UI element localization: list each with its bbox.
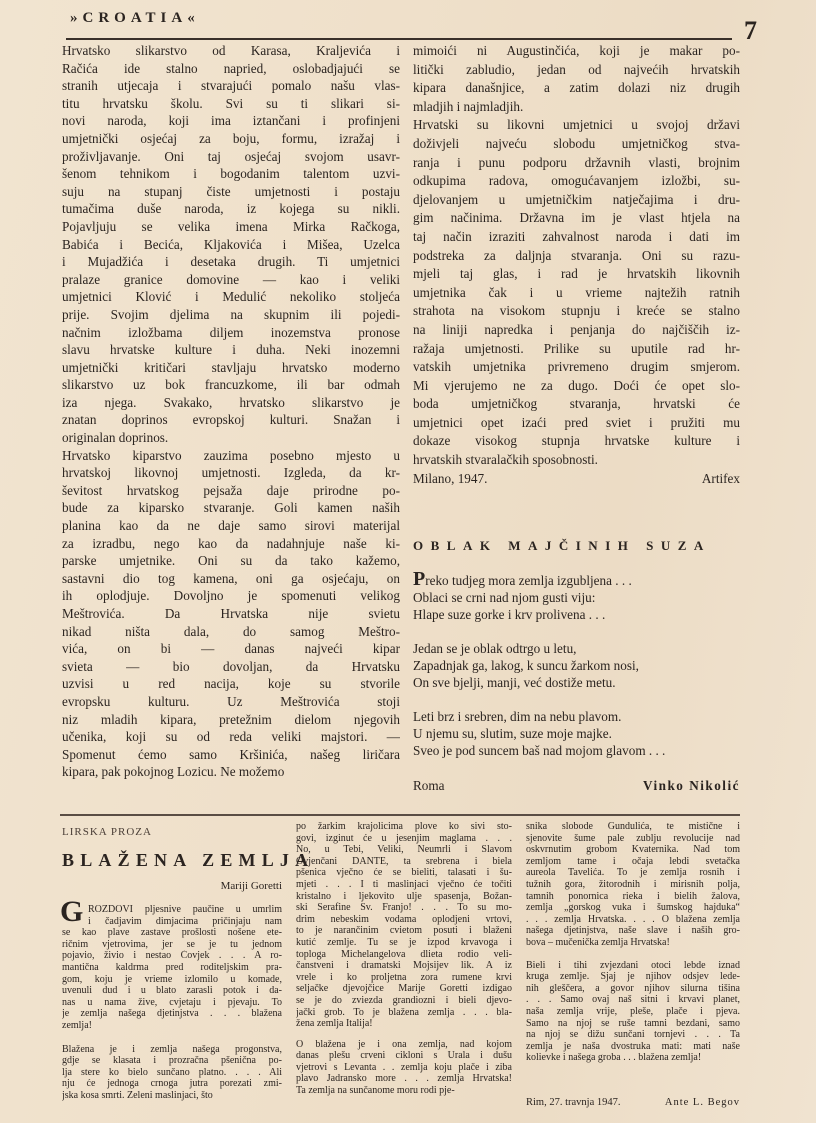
text-line: se je do zviezda grandiozni i bieli djevo- bbox=[296, 994, 512, 1006]
text-line: umjetnički kritičari stavljaju hrvatsko moderno bbox=[62, 359, 400, 375]
text-line: slavu hrvatske kulture i duha. Neki inozemni bbox=[62, 342, 400, 358]
text-line: umjetnički osjećaj za boju, formu, izražaj i bbox=[62, 130, 400, 146]
text-line: uzvisi u red nacija, koje su stvorile bbox=[62, 676, 400, 692]
poem-line: Sveo je pod suncem baš nad mojom glavom . . . bbox=[413, 743, 666, 758]
text-line: Hrvatsko kiparstvo zauzima posebno mjesto u bbox=[62, 447, 400, 463]
paragraph bbox=[62, 447, 400, 781]
text-line: nas u nama žive, cvjetaju i pjevaju. To bbox=[62, 996, 282, 1008]
paragraph bbox=[296, 1039, 512, 1097]
text-line: seljačke djevojčice Marije Goretti izdigao bbox=[296, 983, 512, 995]
text-line: tužnih gora, žitorodnih i mirisnih polja, bbox=[526, 878, 740, 890]
text-line: Račića ide stalno napried, oslobadjajući se bbox=[62, 60, 400, 76]
text-line: evropsku kulturu. Uz Meštrovića stoji bbox=[62, 693, 400, 709]
text-line: danas plešu crveni cikloni s Urala i dušu bbox=[296, 1050, 512, 1062]
poem-line: On sve bjelji, manji, već dostiže metu. bbox=[413, 675, 616, 690]
text-line: hrvatskoj likovnoj umjetnosti. Izgleda, da kr- bbox=[62, 465, 400, 481]
article-author: Artifex bbox=[701, 471, 740, 486]
text-line: je zemlja našega djetinjstva . . . blažena bbox=[62, 1008, 282, 1020]
text-line: vića, on bi — danas najveći kipar bbox=[62, 641, 400, 657]
text-line: se kao plave zastave prošlosti nošene ete- bbox=[62, 927, 282, 939]
text-line: nih gleščera, a govor njihov silurna tišina bbox=[526, 982, 740, 994]
poem-place: Roma bbox=[413, 778, 445, 793]
prose-title: BLAŽENA ZEMLJA bbox=[62, 850, 315, 870]
text-line: aureola Tavelića. To je zemlja rosnih i bbox=[526, 867, 740, 879]
text-line: sjenovite šume pale zublju revolucije nad bbox=[526, 832, 740, 844]
text-line: Ta zemlja na sunčanome moru rodi pje- bbox=[296, 1085, 455, 1097]
text-line: doživjeli najveću slobodu umjetničkog stva- bbox=[413, 135, 740, 151]
text-line: vjetrovi s Levanta . . zemlja koju plače i ziba bbox=[296, 1061, 512, 1073]
text-line: po žarkim krajolicima plove ko sivi sto- bbox=[296, 821, 512, 832]
prose-author: Ante L. Begov bbox=[664, 1097, 740, 1108]
text-line: novi naroda, koji ima iztančani i profinjeni bbox=[62, 113, 400, 129]
text-line: proživljavanje. Oni taj osjećaj svojom usavr- bbox=[62, 148, 400, 164]
text-line: originalan doprinos. bbox=[62, 430, 169, 446]
text-line: zemlja „gorskog vuka i šumskog hajduka“ bbox=[526, 902, 740, 914]
text-line: mjeti . . . I ti maslinjaci vječno će točiti bbox=[296, 878, 512, 890]
text-line: to je narančinim cvietom posuti i blaženi bbox=[296, 925, 512, 937]
text-line: taj način izraziti zahvalnost naroda i dati im bbox=[413, 228, 740, 244]
poem-title: OBLAK MAJČINIH SUZA bbox=[413, 538, 711, 553]
text-line: kipara današnjice, a zatim dolazi niz drugih bbox=[413, 80, 740, 96]
text-line: načnim izložbama diljem inozemstva pronose bbox=[62, 324, 400, 340]
text-line: Ovjenčani DANTE, ta srebrena i biela bbox=[296, 855, 512, 867]
paragraph bbox=[526, 960, 740, 1064]
text-line: ranja i punu podporu državnih vlasti, brojnim bbox=[413, 154, 740, 170]
prose-column-1 bbox=[62, 904, 282, 1102]
text-line: zemlja! bbox=[62, 1019, 92, 1031]
text-line: lja stere ko bielo sunčano platno. . . . Ali bbox=[62, 1066, 282, 1078]
text-line: ražaja umjetnosti. Prilike su uputile rad hr- bbox=[413, 340, 740, 356]
text-line: mantična kaldrma pred roditeljskim pra- bbox=[62, 961, 282, 973]
prose-signature bbox=[526, 1097, 740, 1108]
text-line: bova – mučenička zemlja Hrvatska! bbox=[526, 936, 670, 948]
text-line: naša zemlja vrije, pleše, plače i pjeva. bbox=[526, 1005, 740, 1017]
text-line: boda umjetničkog stvaranja, hrvatski će bbox=[413, 396, 740, 412]
text-line: djelovanjem u umjetničkim natječajima i dru- bbox=[413, 191, 740, 207]
poem-signature bbox=[413, 778, 740, 794]
text-line: Babića i Becića, Kljakovića i Mišea, Uzelca bbox=[62, 236, 400, 252]
text-line: Blažena je i zemlja našega progonstva, bbox=[62, 1043, 282, 1055]
text-line: svieta — bio dovoljan, da Hrvatsku bbox=[62, 658, 400, 674]
text-line: šenom tehnikom i bogodanim talentom uzvi- bbox=[62, 166, 400, 182]
text-line: . . . Samo ovaj naš sitni i krvavi planet, bbox=[526, 994, 740, 1006]
text-line: gom, koju je vrieme izlomilo u komade, bbox=[62, 973, 282, 985]
poem-stanza bbox=[413, 568, 665, 623]
page-number: 7 bbox=[744, 16, 757, 45]
text-line: stranih utjecaja i stvarajući pomalo našu vlas- bbox=[62, 78, 400, 94]
text-line: znatan doprinos evropskoj kulturi. Snažan i bbox=[62, 412, 400, 428]
prose-place-date: Rim, 27. travnja 1947. bbox=[526, 1097, 621, 1108]
paragraph bbox=[413, 42, 740, 116]
text-line: mimoići ni Augustinčića, koji je makar po- bbox=[413, 43, 740, 58]
magazine-title: »CROATIA« bbox=[70, 10, 200, 26]
poem-body bbox=[413, 568, 666, 759]
text-line: mladjih i najmladjih. bbox=[413, 98, 524, 114]
text-line: tamnih ponornica rieka i bielih žalova, bbox=[526, 890, 740, 902]
text-line: ROZDOVI pljesnive paučine u umrlim bbox=[88, 904, 282, 915]
poem-line: Zapadnjak ga, lakog, k suncu žarkom nosi, bbox=[413, 658, 639, 673]
text-line: suju na stupanj čiste umjetnosti i postaju bbox=[62, 183, 400, 199]
text-line: zemljom tame i očaja lebdi svetačka bbox=[526, 855, 740, 867]
text-line: kipara, pak pokojnog Lozicu. Ne možemo bbox=[62, 764, 285, 780]
text-line: gdje se klasata i prozračna pšenična po- bbox=[62, 1055, 282, 1067]
text-line: na njoj se dižu sunčani tornjevi . . . Ta bbox=[526, 1029, 740, 1041]
text-line: zemlja je naša dvostruka mati: mati naše bbox=[526, 1040, 740, 1052]
text-line: umjetnici opet izaći pred sviet i pružiti mu bbox=[413, 414, 740, 430]
text-line: pojavio, živio i nestao Čovjek . . . A ro- bbox=[62, 950, 282, 962]
text-line: Hrvatsko slikarstvo od Karasa, Kraljevića i bbox=[62, 43, 400, 58]
paragraph bbox=[413, 116, 740, 469]
text-line: No, u Tebi, Veliki, Neumrli i Slavom bbox=[296, 844, 512, 856]
section-label: LIRSKA PROZA bbox=[62, 826, 152, 838]
text-line: Meštrovića. Da Hrvatska nije svietu bbox=[62, 606, 400, 621]
text-line: gim načinima. Državna im je vlast htjela na bbox=[413, 210, 740, 226]
text-line: žena zemlja Italija! bbox=[296, 1018, 373, 1030]
text-line: O blažena je i ona zemlja, nad kojom bbox=[296, 1038, 512, 1050]
poem-line: Jedan se je oblak odtrgo u letu, bbox=[413, 641, 577, 656]
text-line: mjeli taj glas, i rad je hrvatskih likovnih bbox=[413, 266, 740, 282]
text-line: prije. Svojim djelima na skupnim ili pojedi- bbox=[62, 306, 400, 322]
article-column-left bbox=[62, 42, 400, 781]
poem-stanza bbox=[413, 708, 665, 759]
paragraph bbox=[296, 821, 512, 1030]
article-signature bbox=[413, 471, 740, 487]
text-line: ševitost hrvatskog pejsaža daje prirodne po- bbox=[62, 482, 400, 498]
text-line: ih oplodjuje. Dovoljno je spomenuti velikog bbox=[62, 588, 400, 604]
text-line: oskvrnutim grobom Kvaternika. Nad tom bbox=[526, 844, 740, 856]
poem-line: Leti brz i srebren, dim na nebu plavom. bbox=[413, 709, 622, 724]
text-line: pšenica vječno će se bieliti, talasati i šu- bbox=[296, 867, 512, 879]
text-line: vatskih umjetnika privremeno drugim smjerom. bbox=[413, 359, 740, 375]
text-line: litički zabludio, jedan od najvećih hrvatskih bbox=[413, 61, 740, 77]
text-line: i Mujadžića i desetaka drugih. Ti umjetnici bbox=[62, 254, 400, 270]
text-line: kutić zemlje. Tu se je izpod krvavoga i bbox=[296, 936, 512, 948]
text-line: ričnim vjetrovima, jer se je tu jednom bbox=[62, 938, 282, 950]
text-line: nju će jednoga crnoga jutra porezati zmi- bbox=[62, 1078, 282, 1090]
text-line: Spomenut ćemo samo Kršinića, našeg liričara bbox=[62, 746, 400, 762]
text-line: kruga zemlje. Sjaj je njihov odsjev lede- bbox=[526, 971, 740, 983]
text-line: snika slobode Gundulića, te mistične i bbox=[526, 821, 740, 832]
text-line: jska kosa smrti. Zeleni maslinjaci, što bbox=[62, 1089, 213, 1101]
text-line: plavo Jadransko more . . . zemlja Hrvatska! bbox=[296, 1073, 512, 1085]
text-line: kristalno i ljekovito ulje spasenja, Božan- bbox=[296, 890, 512, 902]
poem-line: Oblaci se crni nad njom gusti viju: bbox=[413, 590, 596, 605]
text-line: tumačima duše naroda, iz kojega su nikli. bbox=[62, 201, 400, 217]
text-line: pralaze granice domovine — kao i veliki bbox=[62, 271, 400, 287]
drop-cap: G bbox=[60, 895, 84, 928]
text-line: umjetnici Klović i Medulić nekoliko stoljeća bbox=[62, 289, 400, 305]
text-line: Hrvatski su likovni umjetnici u svojoj državi bbox=[413, 117, 740, 133]
poem-author: Vinko Nikolić bbox=[642, 778, 740, 793]
text-line: učenika, koji su od reda veliki majstori. — bbox=[62, 729, 400, 745]
paragraph bbox=[62, 904, 282, 1032]
text-line: jački grob. To je blažena zemlja . . . bla- bbox=[296, 1006, 512, 1018]
text-line: . . . zemlja Hrvatska. . . . O blažena zemlja bbox=[526, 913, 740, 925]
text-line: i čadjavim dimjacima pričinjaju nam bbox=[88, 915, 282, 927]
text-line: kolievke i našega groba . . . blažena zemlja! bbox=[526, 1052, 702, 1064]
text-line: nikad ništa dala, do samog Meštro- bbox=[62, 623, 400, 639]
paragraph bbox=[62, 42, 400, 447]
prose-column-3 bbox=[526, 821, 740, 1064]
text-line: govi, izginut će u jesenjim maglama . . . bbox=[296, 832, 512, 844]
text-line: slikarstvo uz bok francuzkome, ili bar odmah bbox=[62, 377, 400, 393]
text-line: iza njega. Svakako, hrvatsko slikarstvo je bbox=[62, 394, 400, 410]
text-line: umjetnika čak i u vrieme najtežih ratnih bbox=[413, 284, 740, 300]
text-line: strahota na visokom stupnju i kreće se stalno bbox=[413, 303, 740, 319]
header-rule bbox=[66, 38, 732, 40]
article-column-right bbox=[413, 42, 740, 470]
text-line: bude za kiparsko stvaranje. Goli kamen naših bbox=[62, 500, 400, 516]
text-line: uvenuli dud i u blato zarasli potok i da- bbox=[62, 985, 282, 997]
text-line: na liniji napredka i penjanja do najčiščih iz- bbox=[413, 321, 740, 337]
text-line: drim nebeskim vodama oplodjeni vrtovi, bbox=[296, 913, 512, 925]
text-line: parske umjetnike. Oni su da tako kažemo, bbox=[62, 553, 400, 569]
poem-line: Preko tudjeg mora zemlja izgubljena . . . bbox=[413, 568, 632, 590]
text-line: Mi vjerujemo ne za dugo. Doći će opet slo- bbox=[413, 377, 740, 393]
poem-line: U njemu su, slutim, suze moje majke. bbox=[413, 726, 612, 741]
text-line: podstreka za daljnja stvaranja. Oni su razu- bbox=[413, 247, 740, 263]
poem-line: Hlape suze gorke i krv prolivena . . . bbox=[413, 607, 606, 622]
text-line: za izradbu, nego kao da nadahnjuje naše ki- bbox=[62, 535, 400, 551]
text-line: niz mladih kipara, pretežnim dielom njegovih bbox=[62, 711, 400, 727]
text-line: toploga Michelangelova dlieta rodio veli- bbox=[296, 948, 512, 960]
text-line: odkupima radova, omogućavanjem izložbi, su- bbox=[413, 173, 740, 189]
text-line: hrvatskih stvaralačkih sposobnosti. bbox=[413, 452, 598, 468]
paragraph bbox=[62, 1044, 282, 1102]
text-line: titu hrvatsku školu. Svi su ti slikari si- bbox=[62, 95, 400, 111]
prose-column-2 bbox=[296, 821, 512, 1097]
text-line: Samo na njoj se ruše tamni bezdani, samo bbox=[526, 1017, 740, 1029]
paragraph bbox=[526, 821, 740, 949]
text-line: našega djetinjstva, naše slave i naših gro- bbox=[526, 925, 740, 937]
text-line: čanstveni i dramatski Mojsijev lik. A iz bbox=[296, 960, 512, 972]
text-line: dokaze visokog stupnja hrvatske kulture i bbox=[413, 433, 740, 449]
text-line: ski Serafine Sv. Franjo! . . . To su mo- bbox=[296, 902, 512, 914]
prose-dedication: Mariji Goretti bbox=[220, 880, 282, 892]
text-line: Bieli i tihi zvjezdani otoci lebde iznad bbox=[526, 959, 740, 971]
article-place-date: Milano, 1947. bbox=[413, 471, 488, 486]
poem-stanza bbox=[413, 640, 665, 691]
text-line: sastavni dio tog kamena, oni ga osjećaju, on bbox=[62, 570, 400, 586]
text-line: Pojavljuju se velika imena Mirka Račkoga, bbox=[62, 218, 400, 234]
text-line: planina kao da ne daje samo sirovi materijal bbox=[62, 518, 400, 534]
section-divider bbox=[60, 814, 740, 816]
text-line: vrele i ko proljetna zora rumene krvi bbox=[296, 971, 512, 983]
